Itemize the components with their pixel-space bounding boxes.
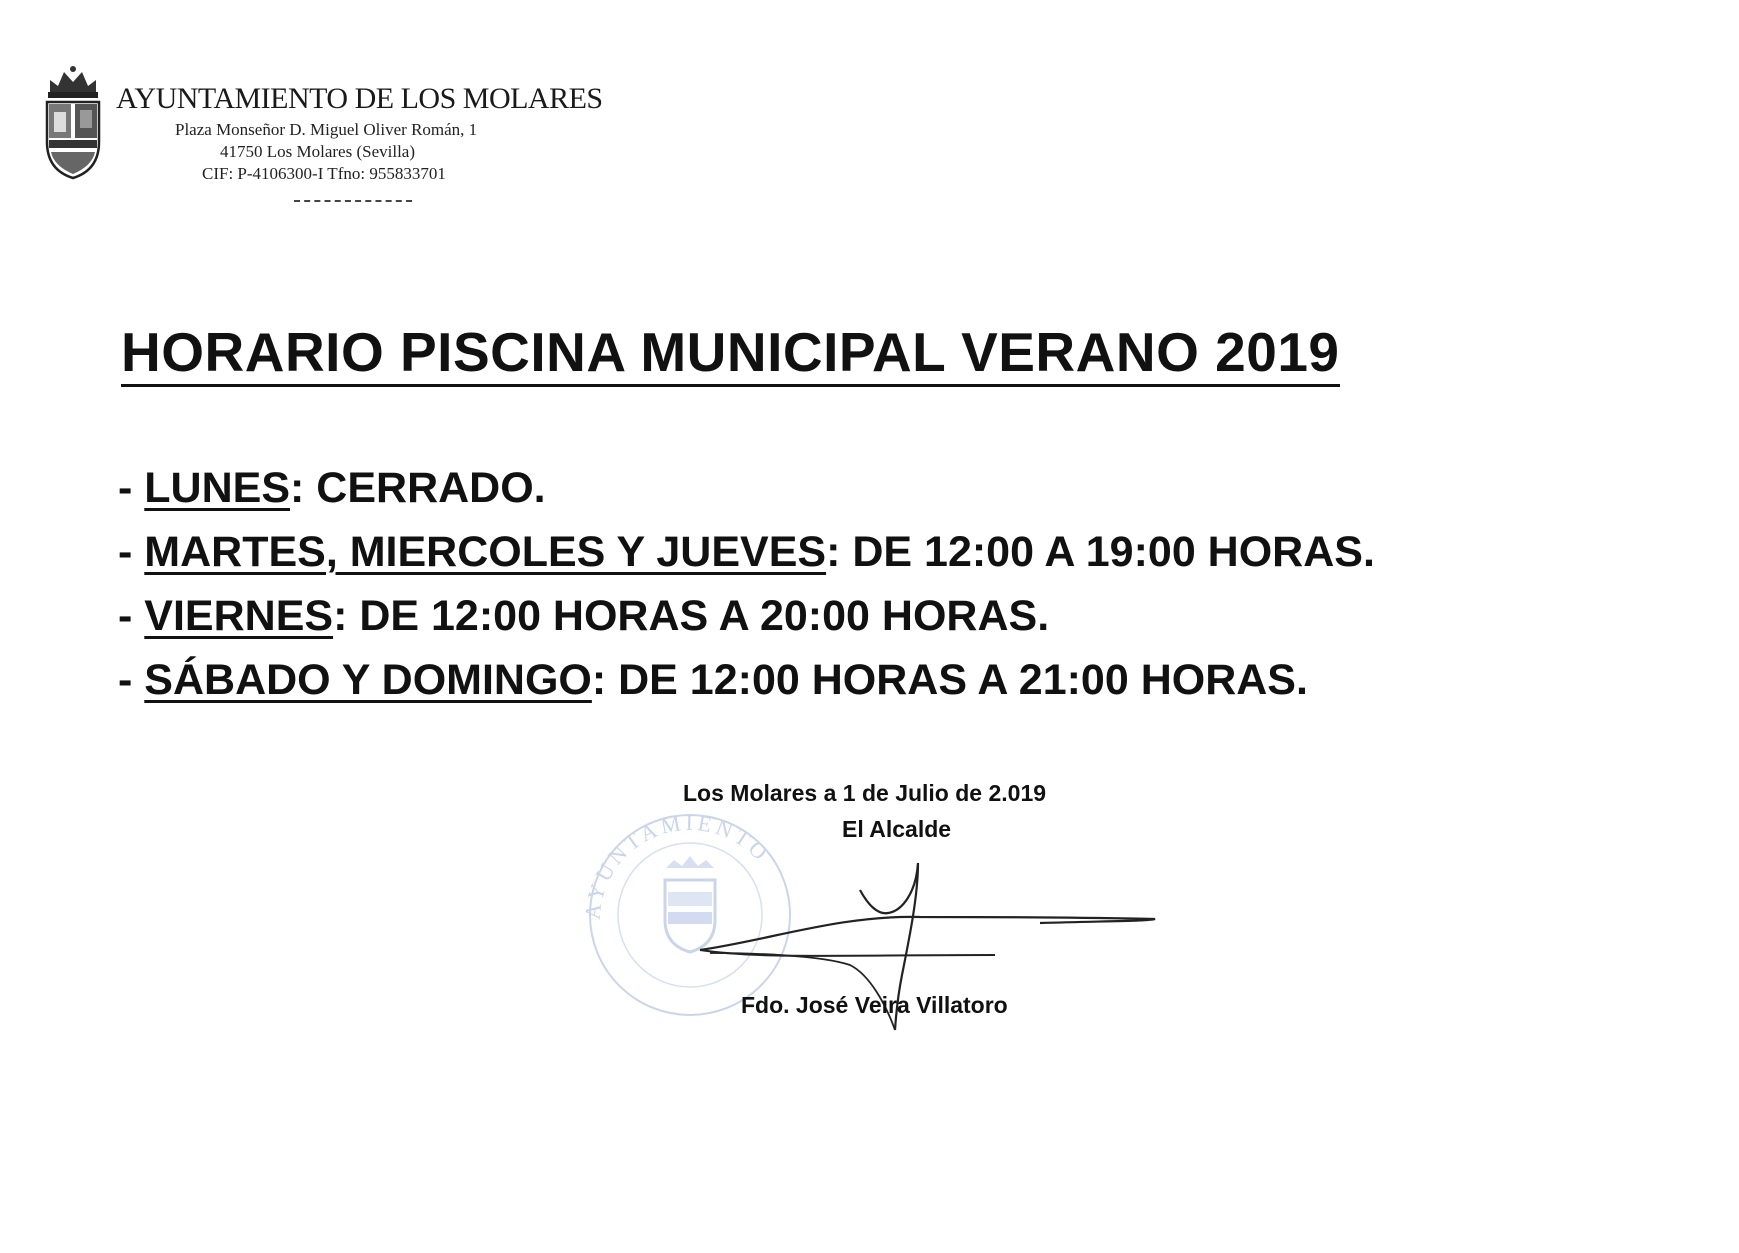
organization-name: AYUNTAMIENTO DE LOS MOLARES xyxy=(116,82,603,115)
signed-by: Fdo. José Veira Villatoro xyxy=(741,992,1008,1018)
coat-of-arms-icon xyxy=(42,62,104,180)
schedule-hours: : DE 12:00 HORAS A 20:00 HORAS. xyxy=(333,592,1050,640)
notice-title: HORARIO PISCINA MUNICIPAL VERANO 2019 xyxy=(121,322,1340,387)
schedule-item xyxy=(118,526,1375,590)
address-street: Plaza Monseñor D. Miguel Oliver Román, 1 xyxy=(175,120,478,139)
date-line: Los Molares a 1 de Julio de 2.019 xyxy=(683,780,1047,806)
address-contact: CIF: P-4106300-I Tfno: 955833701 xyxy=(202,164,446,183)
schedule-hours: : DE 12:00 HORAS A 21:00 HORAS. xyxy=(591,656,1308,704)
address-city: 41750 Los Molares (Sevilla) xyxy=(220,142,415,161)
schedule-item xyxy=(118,590,1375,654)
schedule-item xyxy=(118,462,1375,526)
divider xyxy=(294,200,412,202)
schedule-day: LUNES xyxy=(144,464,291,512)
signer-role: El Alcalde xyxy=(842,816,952,842)
schedule-day: MARTES, MIERCOLES Y JUEVES xyxy=(144,528,827,576)
stamp-text: AYUNTAMIENTO xyxy=(579,809,776,921)
letterhead xyxy=(42,62,662,212)
schedule-item xyxy=(118,654,1375,718)
schedule-hours: : CERRADO. xyxy=(290,464,546,512)
bullet: - xyxy=(118,592,145,640)
bullet: - xyxy=(118,528,145,576)
schedule-list xyxy=(118,462,1375,718)
bullet: - xyxy=(118,656,145,704)
bullet: - xyxy=(118,464,145,512)
schedule-day: SÁBADO Y DOMINGO xyxy=(144,656,592,704)
schedule-day: VIERNES xyxy=(144,592,334,640)
schedule-hours: : DE 12:00 A 19:00 HORAS. xyxy=(826,528,1375,576)
